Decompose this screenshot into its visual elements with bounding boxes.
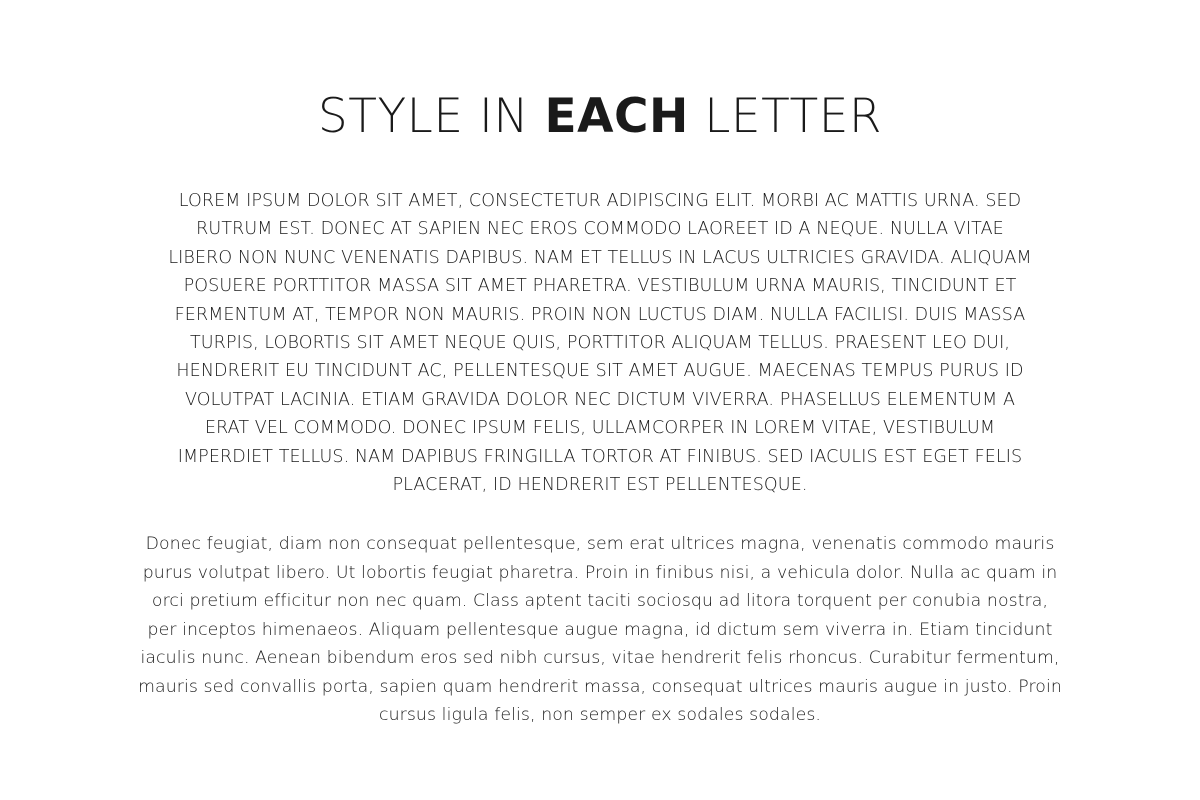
caps-line: TURPIS, LOBORTIS SIT AMET NEQUE QUIS, PORTTITOR ALIQUAM TELLUS. PRAESENT LEO DUI, <box>189 333 1010 354</box>
lower-line: iaculis nunc. Aenean bibendum eros sed nibh cursus, vitae hendrerit felis rhoncus. Curabitur fermentum, <box>140 648 1060 668</box>
title-part-1: STYLE IN <box>317 89 545 144</box>
lower-line: mauris sed convallis porta, sapien quam hendrerit massa, consequat ultrices mauris augue in justo. Proin <box>138 676 1062 697</box>
title-bold-word: EACH <box>544 89 689 144</box>
lower-line: Donec feugiat, diam non consequat pellentesque, sem erat ultrices magna, venenatis commodo mauris <box>145 534 1055 554</box>
caps-line: VOLUTPAT LACINIA. ETIAM GRAVIDA DOLOR NEC DICTUM VIVERRA. PHASELLUS ELEMENTUM A <box>184 389 1016 410</box>
title-part-2: LETTER <box>688 89 883 144</box>
caps-line: IMPERDIET TELLUS. NAM DAPIBUS FRINGILLA TORTOR AT FINIBUS. SED IACULIS EST EGET FELIS <box>177 446 1023 467</box>
caps-line: LIBERO NON NUNC VENENATIS DAPIBUS. NAM ET TELLUS IN LACUS ULTRICIES GRAVIDA. ALIQUAM <box>168 247 1032 268</box>
caps-line: POSUERE PORTTITOR MASSA SIT AMET PHARETRA. VESTIBULUM URNA MAURIS, TINCIDUNT ET <box>183 276 1017 297</box>
page-title <box>0 86 1200 148</box>
lower-line: purus volutpat libero. Ut lobortis feugiat pharetra. Proin in finibus nisi, a vehicula dolor. Nulla ac quam in <box>142 562 1058 583</box>
caps-line: ERAT VEL COMMODO. DONEC IPSUM FELIS, ULLAMCORPER IN LOREM VITAE, VESTIBULUM <box>204 418 996 439</box>
lower-line: cursus ligula felis, non semper ex sodales sodales. <box>378 705 822 725</box>
caps-line: FERMENTUM AT, TEMPOR NON MAURIS. PROIN NON LUCTUS DIAM. NULLA FACILISI. DUIS MASSA <box>174 304 1026 325</box>
caps-line: RUTRUM EST. DONEC AT SAPIEN NEC EROS COMMODO LAOREET ID A NEQUE. NULLA VITAE <box>196 219 1004 240</box>
caps-line: LOREM IPSUM DOLOR SIT AMET, CONSECTETUR ADIPISCING ELIT. MORBI AC MATTIS URNA. SED <box>178 191 1022 211</box>
lower-line: per inceptos himenaeos. Aliquam pellentesque augue magna, id dictum sem viverra in. Etiam tincidunt <box>147 619 1053 640</box>
lowercase-sample-paragraph <box>90 530 1110 730</box>
caps-line: PLACERAT, ID HENDRERIT EST PELLENTESQUE. <box>392 475 808 496</box>
lower-line: orci pretium efficitur non nec quam. Class aptent taciti sociosqu ad litora torquent per conubia nostra, <box>151 591 1049 611</box>
caps-line: HENDRERIT EU TINCIDUNT AC, PELLENTESQUE SIT AMET AUGUE. MAECENAS TEMPUS PURUS ID <box>176 361 1024 382</box>
uppercase-sample-paragraph <box>90 187 1110 499</box>
